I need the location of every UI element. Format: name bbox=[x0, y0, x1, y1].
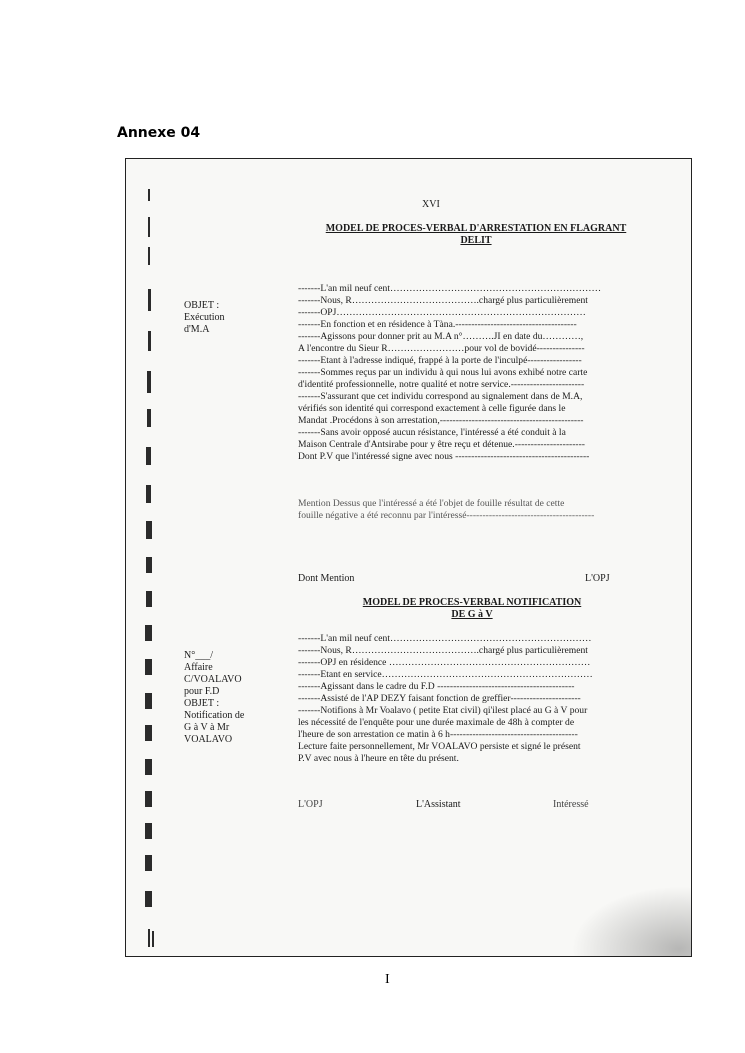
page-number: I bbox=[385, 972, 390, 987]
title-arrest-line2: DELIT bbox=[460, 235, 492, 246]
signature-opj: L'OPJ bbox=[298, 799, 323, 810]
body-line: -------L'an mil neuf cent……………………………………………………… bbox=[298, 633, 592, 644]
side-note-line: Exécution bbox=[184, 312, 225, 323]
binding-hole bbox=[145, 791, 152, 807]
scanned-document bbox=[125, 158, 692, 957]
side-note-line: OBJET : bbox=[184, 300, 220, 311]
body-line: A l'encontre du Sieur R……………………pour vol de bovidé--------------- bbox=[298, 343, 585, 354]
binding-hole bbox=[146, 557, 152, 573]
binding-hole bbox=[148, 247, 150, 265]
body-line: -------Sans avoir opposé aucun résistance, l'intéressé a été conduit à la bbox=[298, 427, 566, 438]
scan-shadow bbox=[571, 886, 691, 956]
title-notification-line2: DE G à V bbox=[451, 609, 493, 620]
side-note-line: pour F.D bbox=[184, 686, 220, 697]
signature-assistant: L'Assistant bbox=[416, 799, 461, 810]
title-notification-line1: MODEL DE PROCES-VERBAL NOTIFICATION bbox=[362, 597, 582, 608]
page-numeral: XVI bbox=[422, 199, 440, 210]
body-line: -------Sommes reçus par un individu à qui nous lui avons exhibé notre carte bbox=[298, 367, 588, 378]
side-note-line: G à V à Mr bbox=[184, 722, 230, 733]
binding-hole bbox=[148, 929, 150, 947]
binding-hole bbox=[148, 217, 150, 237]
binding-hole bbox=[145, 725, 152, 741]
notification-body bbox=[298, 633, 648, 765]
binding-hole bbox=[147, 371, 151, 393]
binding-hole bbox=[148, 331, 151, 351]
binding-hole bbox=[148, 189, 150, 201]
signature-interesse: Intéressé bbox=[553, 799, 589, 810]
binding-hole bbox=[145, 693, 152, 709]
binding-marks bbox=[126, 159, 166, 956]
body-line: P.V avec nous à l'heure en tête du présent. bbox=[298, 753, 459, 764]
side-note-line: C/VOALAVO bbox=[184, 674, 242, 685]
dont-mention-label: Dont Mention bbox=[298, 573, 355, 584]
body-line: -------Agissant dans le cadre du F.D ------------------------------------------- bbox=[298, 681, 575, 692]
binding-hole bbox=[146, 521, 152, 539]
binding-hole bbox=[146, 447, 151, 465]
body-line: -------L'an mil neuf cent………………………………………………………… bbox=[298, 283, 602, 294]
side-note-arrest bbox=[184, 300, 225, 336]
binding-hole bbox=[152, 931, 154, 947]
binding-hole bbox=[146, 591, 152, 607]
binding-hole bbox=[145, 891, 152, 907]
body-line: vérifiés son identité qui correspond exactement à celle figurée dans le bbox=[298, 403, 566, 414]
binding-hole bbox=[148, 289, 151, 311]
body-line: Lecture faite personnellement, Mr VOALAVO persiste et signé le présent bbox=[298, 741, 581, 752]
opj-label: L'OPJ bbox=[585, 573, 610, 584]
binding-hole bbox=[147, 409, 151, 427]
body-line: d'identité professionnelle, notre qualité et notre service.----------------------- bbox=[298, 379, 585, 390]
body-line: -------Nous, R………………………………….chargé plus particulièrement bbox=[298, 295, 588, 306]
body-line: -------Notifions à Mr Voalavo ( petite Etat civil) qi'ilest placé au G à V pour bbox=[298, 705, 588, 716]
binding-hole bbox=[146, 485, 151, 503]
body-line: Maison Centrale d'Antsirabe pour y être reçu et détenue.---------------------- bbox=[298, 439, 585, 450]
body-line: les nécessité de l'enquête pour une durée maximale de 48h à compter de bbox=[298, 717, 575, 728]
side-note-line: Affaire bbox=[184, 662, 213, 673]
side-note-notification bbox=[184, 650, 244, 746]
side-note-line: VOALAVO bbox=[184, 734, 233, 745]
body-line: -------Etant en service………………………………………………………… bbox=[298, 669, 593, 680]
side-note-line: Notification de bbox=[184, 710, 245, 721]
body-line: -------Agissons pour donner prit au M.A n°……….JI en date du…………, bbox=[298, 331, 584, 342]
binding-hole bbox=[145, 823, 152, 839]
body-line: -------OPJ…………………………………………………………………… bbox=[298, 307, 586, 318]
binding-hole bbox=[145, 759, 152, 775]
side-note-line: d'M.A bbox=[184, 324, 210, 335]
body-line: Mandat .Procédons à son arrestation,--------------------------------------------- bbox=[298, 415, 584, 426]
title-arrest-line1: MODEL DE PROCES-VERBAL D'ARRESTATION EN FLAGRANT bbox=[325, 223, 627, 234]
mention-line: fouille négative a été reconnu par l'intéressé---------------------------------------- bbox=[298, 510, 595, 521]
body-line: -------S'assurant que cet individu correspond au signalement dans de M.A, bbox=[298, 391, 583, 402]
side-note-line: OBJET : bbox=[184, 698, 220, 709]
arrest-body bbox=[298, 283, 648, 463]
mention-line: Mention Dessus que l'intéressé a été l'objet de fouille résultat de cette bbox=[298, 498, 565, 509]
body-line: -------Assisté de l'AP DEZY faisant fonction de greffier---------------------- bbox=[298, 693, 581, 704]
annex-title: Annexe 04 bbox=[117, 125, 201, 141]
binding-hole bbox=[145, 855, 152, 871]
body-line: -------OPJ en résidence ……………………………………………………… bbox=[298, 657, 591, 668]
body-line: Dont P.V que l'intéressé signe avec nous ------------------------------------------ bbox=[298, 451, 590, 462]
body-line: -------En fonction et en résidence à Tàna.-------------------------------------- bbox=[298, 319, 577, 330]
binding-hole bbox=[145, 659, 152, 675]
mention-text bbox=[298, 498, 648, 522]
body-line: -------Etant à l'adresse indiqué, frappé à la porte de l'inculpé----------------- bbox=[298, 355, 582, 366]
body-line: -------Nous, R………………………………….chargé plus particulièrement bbox=[298, 645, 588, 656]
binding-hole bbox=[145, 625, 152, 641]
body-line: l'heure de son arrestation ce matin à 6 h---------------------------------------- bbox=[298, 729, 578, 740]
side-note-line: N°___/ bbox=[184, 650, 213, 661]
